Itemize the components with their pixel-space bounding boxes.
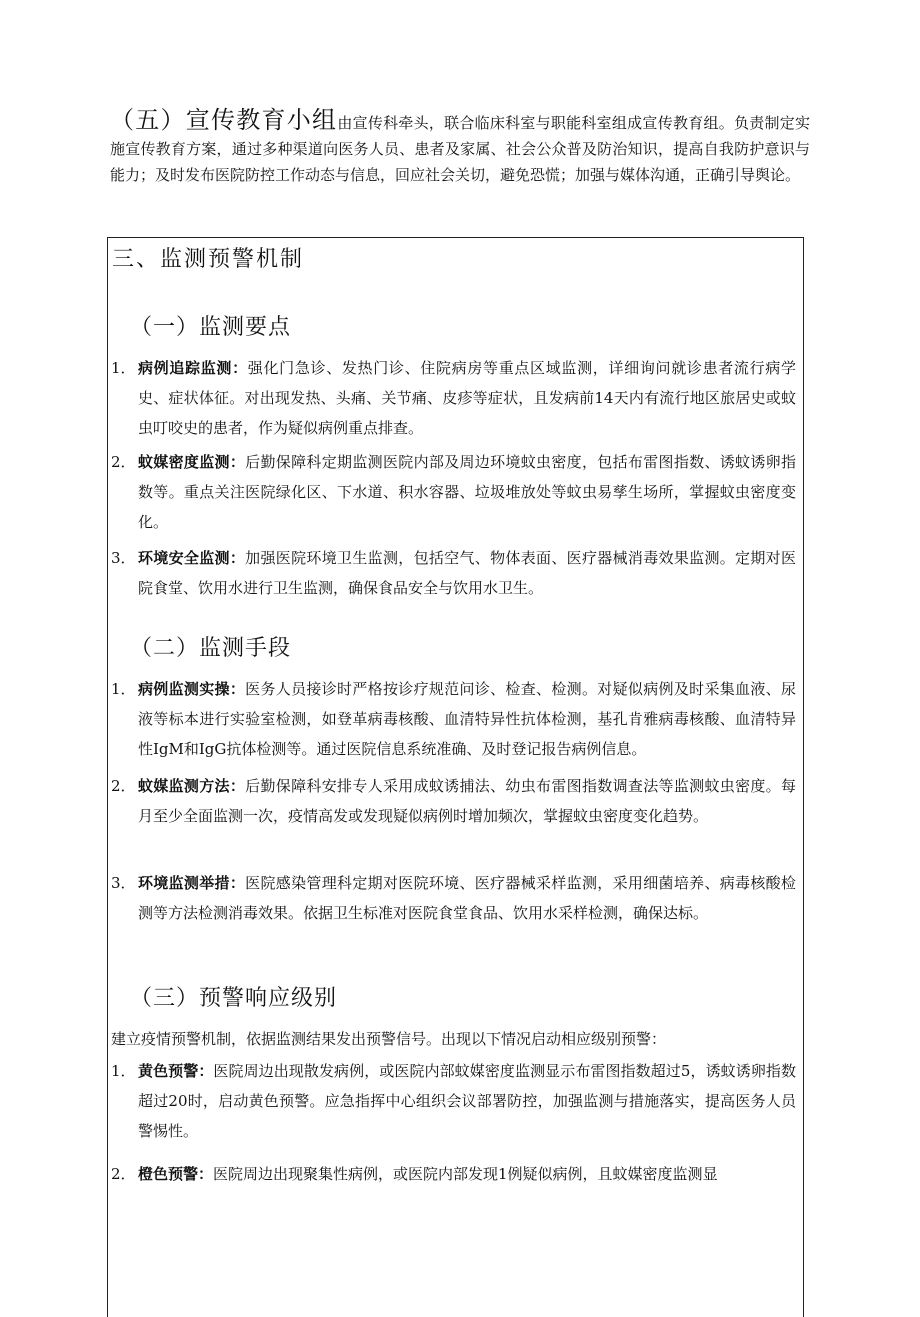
list-item [108, 674, 800, 764]
item-number: 1． [111, 1062, 136, 1080]
list-item [108, 1159, 800, 1189]
item-text: 医院周边出现散发病例，或医院内部蚊媒密度监测显示布雷图指数超过5，诱蚊诱卵指数超过20时，启动黄色预警。应急指挥中心组织会议部署防控，加强监测与措施落实，提高医务人员警惕性。 [138, 1062, 796, 1140]
item-text: 后勤保障科定期监测医院内部及周边环境蚊虫密度，包括布雷图指数、诱蚊诱卵指数等。重点关注医院绿化区、下水道、积水容器、垃圾堆放处等蚊虫易孳生场所，掌握蚊虫密度变化。 [138, 453, 796, 531]
item-text: 医院周边出现聚集性病例，或医院内部发现1例疑似病例，且蚊媒密度监测显 [213, 1165, 718, 1183]
item-number: 1． [111, 680, 136, 698]
intro-heading: （五）宣传教育小组 [110, 106, 338, 134]
item-number: 2． [111, 777, 136, 795]
list-item [108, 868, 800, 928]
warning-intro: 建立疫情预警机制，依据监测结果发出预警信号。出现以下情况启动相应级别预警： [111, 1030, 667, 1048]
list-item [108, 771, 800, 831]
list-item [108, 353, 800, 443]
item-label: 病例追踪监测： [138, 359, 248, 377]
item-text: 医务人员接诊时严格按诊疗规范问诊、检查、检测。对疑似病例及时采集血液、尿液等标本进行实验室检测，如登革病毒核酸、血清特异性抗体检测，基孔肯雅病毒核酸、血清特异性IgM和IgG抗体检测等。通过医院信息系统准确、及时登记报告病例信息。 [138, 680, 796, 758]
intro-paragraph [110, 107, 810, 188]
item-number: 2． [111, 1165, 136, 1183]
subsection-title-1: （一）监测要点 [130, 315, 292, 340]
section-title: 三、监测预警机制 [112, 247, 305, 272]
item-text: 医院感染管理科定期对医院环境、医疗器械采样监测，采用细菌培养、病毒核酸检测等方法检测消毒效果。依据卫生标准对医院食堂食品、饮用水采样检测，确保达标。 [138, 874, 796, 922]
item-number: 3． [111, 549, 136, 567]
item-text: 强化门急诊、发热门诊、住院病房等重点区域监测，详细询问就诊患者流行病学史、症状体征。对出现发热、头痛、关节痛、皮疹等症状，且发病前14天内有流行地区旅居史或蚊虫叮咬史的患者，作为疑似病例重点排查。 [138, 359, 796, 437]
item-label: 黄色预警： [138, 1062, 214, 1080]
list-item [108, 1056, 800, 1146]
intro-text: 由宣传科牵头，联合临床科室与职能科室组成宣传教育组。负责制定实施宣传教育方案，通过多种渠道向医务人员、患者及家属、社会公众普及防治知识，提高自我防护意识与能力；及时发布医院防控工作动态与信息，回应社会关切，避免恐慌；加强与媒体沟通，正确引导舆论。 [110, 114, 810, 184]
item-number: 1． [111, 359, 136, 377]
section-box [107, 237, 804, 1317]
list-item [108, 447, 800, 537]
item-label: 病例监测实操： [138, 680, 246, 698]
item-label: 环境监测举措： [138, 874, 246, 892]
subsection-title-2: （二）监测手段 [130, 636, 292, 661]
item-label: 橙色预警： [138, 1165, 214, 1183]
item-label: 蚊媒监测方法： [138, 777, 246, 795]
item-text: 后勤保障科安排专人采用成蚊诱捕法、幼虫布雷图指数调查法等监测蚊虫密度。每月至少全面监测一次，疫情高发或发现疑似病例时增加频次，掌握蚊虫密度变化趋势。 [138, 777, 796, 825]
list-item [108, 543, 800, 603]
item-label: 环境安全监测： [138, 549, 246, 567]
subsection-title-3: （三）预警响应级别 [130, 986, 338, 1011]
item-number: 2． [111, 453, 136, 471]
item-label: 蚊媒密度监测： [138, 453, 246, 471]
item-text: 加强医院环境卫生监测，包括空气、物体表面、医疗器械消毒效果监测。定期对医院食堂、饮用水进行卫生监测，确保食品安全与饮用水卫生。 [138, 549, 796, 597]
item-number: 3． [111, 874, 136, 892]
